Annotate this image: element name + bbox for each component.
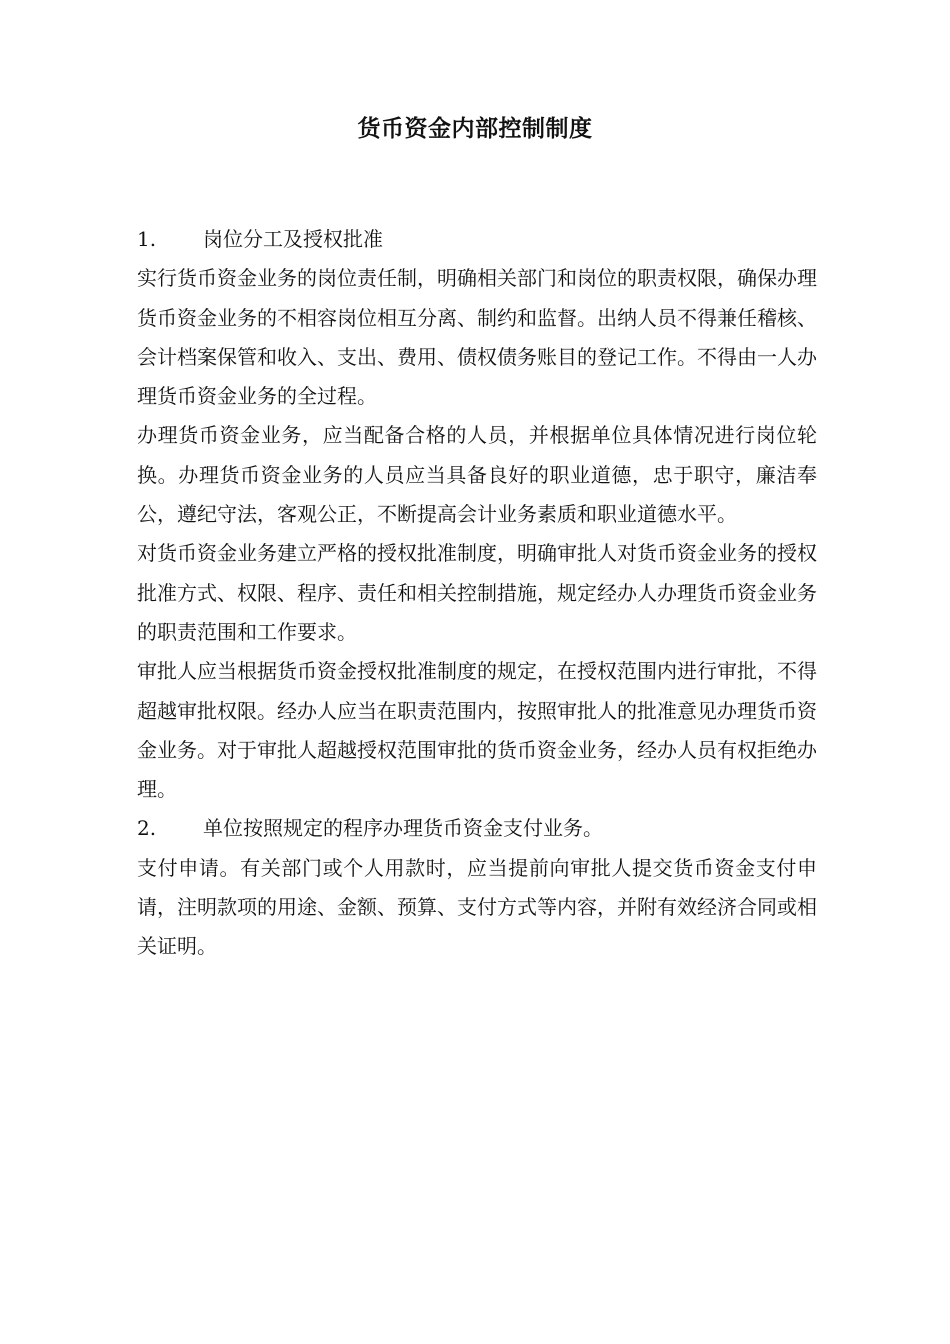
paragraph: 支付申请。有关部门或个人用款时，应当提前向审批人提交货币资金支付申请，注明款项的用途、金额、预算、支付方式等内容，并附有效经济合同或相关证明。	[137, 855, 817, 959]
section-number: 1.	[137, 227, 157, 251]
section-number: 2.	[137, 816, 157, 841]
paragraph: 实行货币资金业务的岗位责任制，明确相关部门和岗位的职责权限，确保办理货币资金业务的不相容岗位相互分离、制约和监督。出纳人员不得兼任稽核、会计档案保管和收入、支出、费用、债权债务账目的登记工作。不得由一人办理货币资金业务的全过程。	[137, 266, 817, 409]
section-heading-1	[137, 220, 817, 259]
paragraph: 对货币资金业务建立严格的授权批准制度，明确审批人对货币资金业务的授权批准方式、权限、程序、责任和相关控制措施，规定经办人办理货币资金业务的职责范围和工作要求。	[137, 541, 817, 644]
section-heading-text: 单位按照规定的程序办理货币资金支付业务。	[203, 816, 603, 841]
paragraph: 审批人应当根据货币资金授权批准制度的规定，在授权范围内进行审批，不得超越审批权限。经办人应当在职责范围内，按照审批人的批准意见办理货币资金业务。对于审批人超越授权范围审批的货币资金业务，经办人员有权拒绝办理。	[137, 659, 817, 802]
document-title: 货币资金内部控制制度	[357, 115, 593, 142]
section-heading-2	[137, 809, 817, 848]
section-heading-text: 岗位分工及授权批准	[203, 227, 383, 251]
document-body	[137, 220, 817, 967]
paragraph: 办理货币资金业务，应当配备合格的人员，并根据单位具体情况进行岗位轮换。办理货币资金业务的人员应当具备良好的职业道德，忠于职守，廉洁奉公，遵纪守法，客观公正，不断提高会计业务素质和职业道德水平。	[137, 423, 817, 527]
